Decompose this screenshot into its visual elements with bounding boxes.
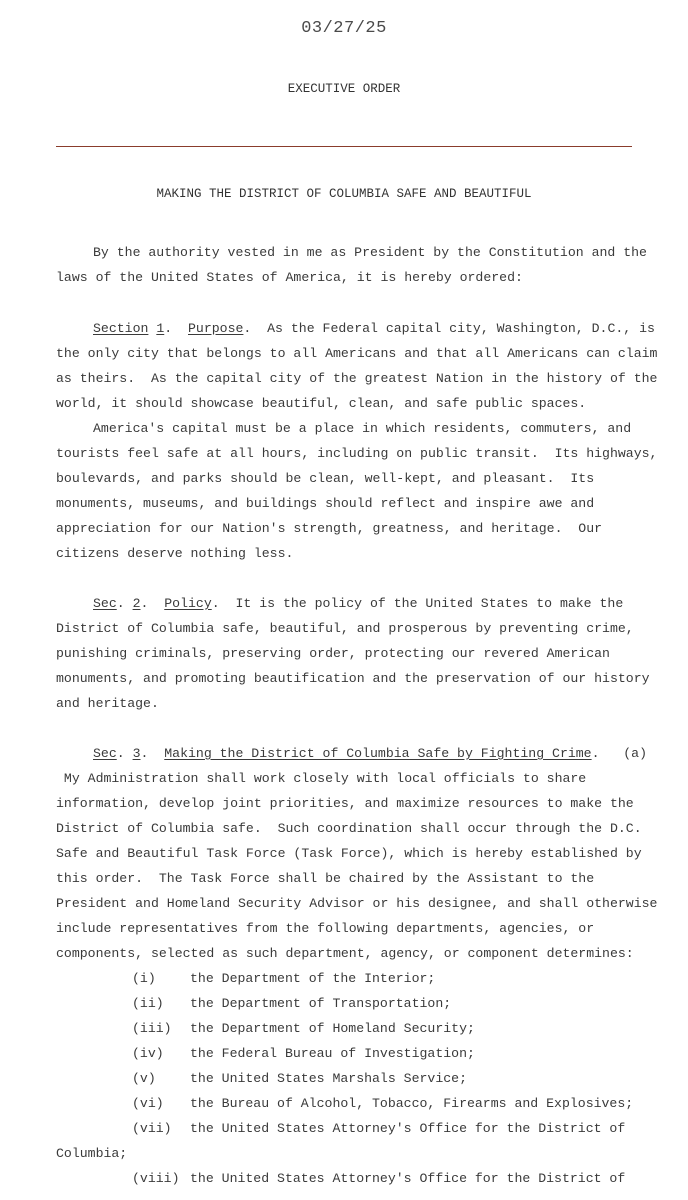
- section-3-number: 3: [132, 746, 141, 761]
- section-1-line: America's capital must be a place in which residents, commuters, and: [93, 421, 632, 436]
- section-3-line: My Administration shall work closely with local officials to share: [56, 771, 587, 786]
- list-item-text: the Federal Bureau of Investigation;: [190, 1046, 475, 1061]
- section-2-number: 2: [132, 596, 141, 611]
- list-item-number: (iv): [132, 1046, 164, 1061]
- list-item-number: (iii): [132, 1021, 172, 1036]
- section-3-line: components, selected as such department, agency, or component determines:: [56, 946, 634, 961]
- list-item-text: the Bureau of Alcohol, Tobacco, Firearms and Explosives;: [190, 1096, 634, 1111]
- order-title: MAKING THE DISTRICT OF COLUMBIA SAFE AND BEAUTIFUL: [156, 187, 532, 201]
- list-item-text: the United States Attorney's Office for the District of: [190, 1171, 626, 1186]
- list-item-number: (vii): [132, 1121, 172, 1136]
- section-3-first-line: . (a): [591, 746, 648, 761]
- section-1-label: Section: [93, 321, 149, 336]
- list-item-number: (vi): [132, 1096, 164, 1111]
- list-item-continuation: Columbia;: [56, 1146, 128, 1161]
- list-item-number: (viii): [132, 1171, 180, 1186]
- header-divider: [56, 146, 632, 147]
- section-2-line: monuments, and promoting beautification and the preservation of our history: [56, 671, 650, 686]
- preamble-line: laws of the United States of America, it is hereby ordered:: [56, 270, 523, 285]
- section-1-heading: Purpose: [188, 321, 244, 336]
- section-1-line: monuments, museums, and buildings should reflect and inspire awe and: [56, 496, 595, 511]
- section-1-line: as theirs. As the capital city of the greatest Nation in the history of the: [56, 371, 658, 386]
- section-3-heading: Making the District of Columbia Safe by Fighting Crime: [164, 746, 592, 761]
- section-2-heading: Policy: [164, 596, 212, 611]
- section-3-heading-line: Sec. 3. Making the District of Columbia Safe by Fighting Crime. (a): [93, 746, 648, 761]
- section-2-line: and heritage.: [56, 696, 159, 711]
- list-item-text: the United States Attorney's Office for the District of: [190, 1121, 626, 1136]
- section-1-line: the only city that belongs to all Americans and that all Americans can claim: [56, 346, 658, 361]
- section-3-line: this order. The Task Force shall be chaired by the Assistant to the: [56, 871, 595, 886]
- section-2-label: Sec: [93, 596, 117, 611]
- list-item-text: the Department of Transportation;: [190, 996, 452, 1011]
- list-item-number: (i): [132, 971, 156, 986]
- list-item-text: the Department of the Interior;: [190, 971, 436, 986]
- document-date: 03/27/25: [301, 19, 387, 38]
- section-1-number: 1: [156, 321, 165, 336]
- section-2-first-line: . It is the policy of the United States to make the: [211, 596, 624, 611]
- list-item-number: (ii): [132, 996, 164, 1011]
- section-2-line: punishing criminals, preserving order, protecting our revered American: [56, 646, 610, 661]
- preamble-line: By the authority vested in me as President by the Constitution and the: [93, 245, 647, 260]
- list-item-text: the Department of Homeland Security;: [190, 1021, 475, 1036]
- section-3-line: Safe and Beautiful Task Force (Task Force), which is hereby established by: [56, 846, 642, 861]
- list-item-text: the United States Marshals Service;: [190, 1071, 467, 1086]
- section-1-heading-line: Section 1. Purpose. As the Federal capital city, Washington, D.C., is: [93, 321, 655, 336]
- section-3-line: President and Homeland Security Advisor or his designee, and shall otherwise: [56, 896, 658, 911]
- document-type: EXECUTIVE ORDER: [287, 82, 401, 96]
- section-3-line: District of Columbia safe. Such coordination shall occur through the D.C.: [56, 821, 642, 836]
- section-1-line: world, it should showcase beautiful, clean, and safe public spaces.: [56, 396, 587, 411]
- list-item-number: (v): [132, 1071, 156, 1086]
- section-2-heading-line: Sec. 2. Policy. It is the policy of the United States to make the: [93, 596, 624, 611]
- section-1-line: tourists feel safe at all hours, including on public transit. Its highways,: [56, 446, 658, 461]
- section-1-line: appreciation for our Nation's strength, greatness, and heritage. Our: [56, 521, 603, 536]
- section-1-line: citizens deserve nothing less.: [56, 546, 294, 561]
- section-3-label: Sec: [93, 746, 117, 761]
- section-1-line: boulevards, and parks should be clean, well-kept, and pleasant. Its: [56, 471, 595, 486]
- section-1-first-line: . As the Federal capital city, Washington, D.C., is: [243, 321, 655, 336]
- section-3-line: include representatives from the following departments, agencies, or: [56, 921, 595, 936]
- section-3-line: information, develop joint priorities, and maximize resources to make the: [56, 796, 634, 811]
- section-2-line: District of Columbia safe, beautiful, and prosperous by preventing crime,: [56, 621, 634, 636]
